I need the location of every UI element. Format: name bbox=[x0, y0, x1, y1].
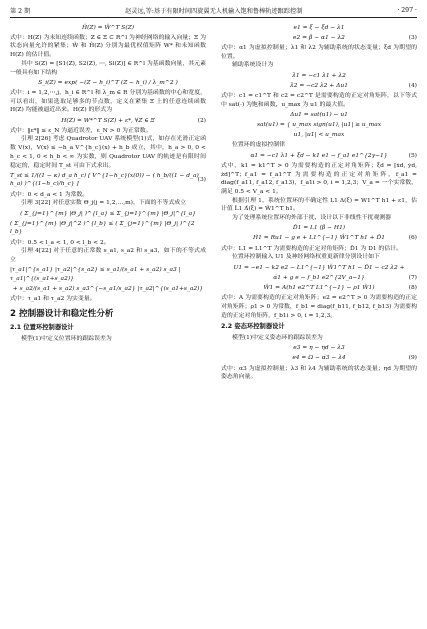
equation-alpha1: α1 = −c1 λ1 + ξ̇d − k1 e1 − f_a1 e1^{2γ−1} (5) bbox=[250, 152, 417, 159]
header-rule bbox=[10, 17, 417, 18]
equation-sat-2: u1, |u1| < u_max bbox=[293, 132, 345, 139]
equation-u1-part1: U1 = −e1 − k2 e2 − L1^{−1} Ŵ1^T h1 − D̂1 − c2 λ2 + bbox=[233, 264, 405, 271]
running-header bbox=[10, 4, 417, 16]
paragraph: 式中：i = 1,2,⋯,j，h_i ∈ R^l 和 λ_m ∈ R 分别为基函数的中心和宽度，可以看出，如果选取足够多的节点数，定义在紧集 Ξ 上的任意连续函数 H(Z) 均能被逼近出来。H(Z) 的形式为 bbox=[10, 89, 206, 114]
lemma-3: 引理 3[22] 对任意实数 Θ_j(j = 1,2,…,m)，下面的不等式成立 bbox=[21, 200, 187, 207]
paragraph: 式中：τ_a1 和 τ_a2 为实变量。 bbox=[10, 296, 96, 303]
equation-2: H(Z) = W*^T S(Z) + ε*, ∀Z ∈ Ξ (2) bbox=[61, 117, 206, 124]
equation-sat-1: sat(u1) = { u_max sign(u1), |u1| ≥ u_max bbox=[256, 122, 382, 129]
equation-e1: e1 = ξ − ξd − λ1 bbox=[293, 24, 345, 31]
inequality-1: ( Σ_{j=1}^{m} |Θ_j| )^{l_a} ≤ Σ_{j=1}^{m} |Θ_j|^{l_a} bbox=[20, 210, 196, 217]
equation-number: (2) bbox=[197, 117, 206, 124]
paragraph: 式中：0 < d_a < 1 为常数。 bbox=[10, 191, 89, 198]
equation-d1: D̂1 = L1 (β − H1) bbox=[292, 225, 346, 232]
lemma-2: 引理 2[26] 考虑 Quadrotor UAV 系统模型(1)式，如存在光滑正定函数 V(x)，V(x) ≤ −h_a V^{h_c}(x) + h_b 成立，其中，h_a > 0, 0 < h_c < 1, 0 < h_b < ∞ 为实数，则 Quadrotor UAV 的轨迹是有限时间稳定的，稳定时间 T_st 可由下式求出。 bbox=[10, 136, 206, 169]
running-title: 赵灵远,等:基于有限时间四旋翼无人机输入饱和鲁棒轨迹跟踪控制 bbox=[125, 7, 303, 15]
equation-number: (8) bbox=[408, 284, 417, 291]
paragraph: 位置环控制输入 U1 及神经网络权重更新律分别设计如下 bbox=[232, 254, 380, 261]
right-column bbox=[221, 22, 417, 382]
lemma-4: 引理 4[22] 对于任意的正常数 s_a1, s_a2 和 s_a3，如下的不等式成立 bbox=[10, 248, 206, 264]
paragraph: 模型(1)中定义位置环的跟踪误差为 bbox=[21, 335, 112, 342]
paragraph: 式中：A 为需要构造的正定对角矩阵；e2 = e2^T > 0 为需要构造的正定对角矩阵；ρ1 > 0 为常数，f_b1 = diag(f_b11, f_b12, f_b13) 为需要构造的正定对角矩阵，f_b1i > 0, i = 1,2,3。 bbox=[221, 295, 417, 319]
paragraph: 式中：H(Z) 为未知连续函数；Z ∈ Ξ ⊂ R^l 为神经网络的输入向量；Ξ 为状态向量允许的紧集；Ŵ 和 Ĥ(Z) 分别为最优权值矩阵 W* 和未知函数 H(Z) 的估计值。 bbox=[10, 34, 206, 59]
paragraph: 式中：c1 = c1^T 和 c2 = c2^T 是需要构造的正定对角矩阵，以下等式中 sat(·) 为饱和函数，u_max 为 u1 的最大值。 bbox=[221, 92, 417, 108]
equation-lambda1: λ̇1 = −c1 λ1 + λ2 bbox=[292, 72, 346, 79]
equation-u1-part2: α̇1 + g e − f_b1 e2^{2V_a−1} (7) bbox=[273, 274, 417, 281]
paragraph: 其中 S(Z) = [S1(Z), S2(Z), ⋯, Sl(Z)] ∈ R^l 为基函数向量，其元素一般具有如下结构 bbox=[10, 60, 206, 76]
section-heading-2: 2 控制器设计和稳定性分析 bbox=[10, 309, 114, 320]
equation-settling-time: T_st ≤ 1/((1 − κ) d_a h_c) [ V^{1−h_c}(x(0)) − ( h_b/((1 − d_a) h_a) )^{(1−h_c)/h_c} ] (3) bbox=[10, 172, 206, 188]
paragraph: 式中，k1 = k1^T > 0 为需要构造的正定对角矩阵；ξ̇d = [ẋd, ẏd, żd]^T；f_a1 = f_a1^T 为需要构造的正定对角矩阵，f_a1 = diag(f_a11, f_a12, f_a13)，f_a1i > 0, i = 1,2,3；V_a = 一个实常数，满足 0.5 < V_a < 1。 bbox=[221, 162, 417, 195]
paragraph: 式中：‖ε*‖ ≤ ε_N 为逼近误差，ε_N > 0 为正常数。 bbox=[10, 127, 152, 134]
left-column bbox=[10, 22, 206, 344]
equation-delta-u: Δu1 = sat(u1) − u1 bbox=[290, 111, 348, 118]
equation-number: (3) bbox=[408, 34, 417, 41]
page-number: · 297 · bbox=[397, 6, 417, 14]
paragraph: 式中：α1 为虚拟控制量；λ1 和 λ2 为辅助系统的状态变量；ξd 为期望的位置。 bbox=[221, 44, 417, 60]
paragraph: 式中：L1 = L1^T 为需要构造的正定对角矩阵；D̂1 为 D1 的估计。 bbox=[221, 245, 402, 252]
paragraph: 模型(1)中定义姿态环的跟踪误差为 bbox=[232, 335, 323, 341]
inequality-2: ( Σ_{j=1}^{m} |Θ_j|^2 )^{l_b} ≤ ( Σ_{j=1}^{m} |Θ_j| )^{2 l_b} bbox=[10, 220, 195, 236]
paragraph: 根据引理 1，系统位置环的不确定性 L1 Δ(ξ) = W1^T h1 + ε1，估计值 L̂1 Δ̂(ξ) = Ŵ1^T h1。 bbox=[221, 197, 417, 213]
equation-number: (3) bbox=[197, 177, 206, 184]
paragraph: 式中：0.5 < l_a < 1, 0 < l_b < 2。 bbox=[10, 239, 110, 246]
equation-number: (7) bbox=[408, 274, 417, 281]
equation-e2: e2 = β − α1 − λ2 (3) bbox=[293, 34, 417, 41]
equation-number: (5) bbox=[408, 152, 417, 159]
section-heading-2-1: 2.1 位置环控制器设计 bbox=[10, 324, 74, 332]
section-heading-2-2: 2.2 姿态环控制器设计 bbox=[221, 323, 285, 331]
inequality-3: |τ_a1|^{s_a1} |τ_a2|^{s_a2} ≤ s_a1/(s_a1 + s_a2) s_a3 |τ_a1|^{(s_a1+s_a2)} bbox=[10, 267, 181, 282]
equation-weight-update: Ŵ1 = A(h1 e2^T L1^{−1} − ρ1 Ŵ1) (8) bbox=[263, 284, 417, 291]
equation-e4: e4 = Ω − α3 − λ4 (9) bbox=[292, 355, 417, 362]
equation-number: (9) bbox=[408, 355, 417, 362]
equation-e3: e3 = η − ηd − λ3 bbox=[293, 345, 345, 352]
equation-lambda2: λ̇2 = −c2 λ2 + Δu1 (4) bbox=[290, 82, 417, 89]
equation-h-hat: Ĥ(Z) = Ŵ^T S(Z) bbox=[81, 24, 135, 31]
paragraph: 为了处理系统位置环的外部干扰，设计以下非线性干扰观测器 bbox=[232, 215, 392, 222]
equation-d2: Ḣ1 = Ru1 − g e + L1^{−1} Ŵ1^T h1 + D̂1 (6) bbox=[253, 235, 417, 242]
equation-number: (4) bbox=[408, 82, 417, 89]
paragraph: 辅助系统设计为 bbox=[232, 62, 274, 69]
issue-number: 第 2 期 bbox=[10, 7, 31, 15]
paragraph: 式中：α3 为虚拟控制量；λ3 和 λ4 为辅助系统的状态变量；ηd 为期望的姿态角向量。 bbox=[221, 365, 417, 381]
equation-basis: S_i(Z) = exp( −(Z − h_i)^T (Z − h_i) / λ_m^2 ) bbox=[38, 79, 178, 86]
paragraph: 位置环的虚拟控制律 bbox=[232, 142, 286, 149]
equation-number: (6) bbox=[408, 235, 417, 242]
inequality-4: + s_a2/(s_a1 + s_a2) s_a3^{−s_a1/s_a2} |τ_a2|^{(s_a1+s_a2)} bbox=[12, 286, 204, 293]
